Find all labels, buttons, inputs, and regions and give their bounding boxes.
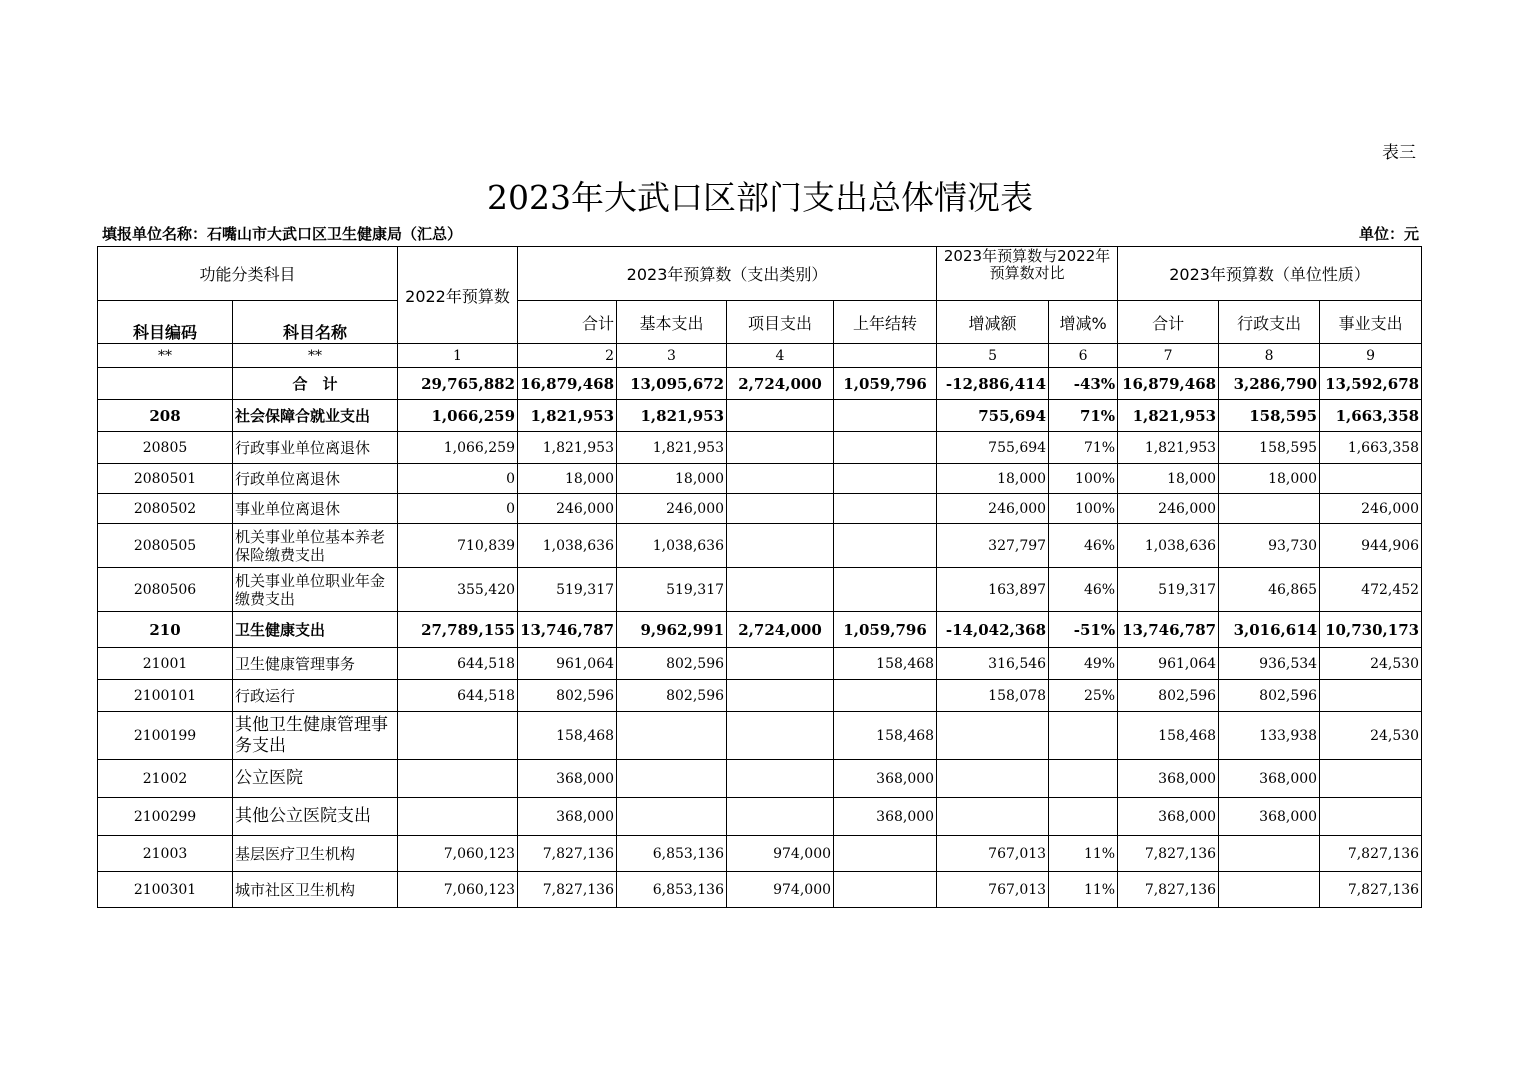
header-basic: 基本支出	[617, 301, 727, 344]
cell-inst: 1,663,358	[1320, 432, 1422, 464]
cell-carry: 368,000	[834, 760, 937, 798]
cell-name: 城市社区卫生机构	[233, 872, 398, 908]
cell-b2022: 29,765,882	[398, 368, 518, 400]
cell-chg: -12,886,414	[937, 368, 1049, 400]
cell-admin: 18,000	[1219, 464, 1320, 494]
cell-project	[727, 568, 834, 612]
index-cell: 8	[1219, 344, 1320, 368]
cell-inst: 944,906	[1320, 524, 1422, 568]
cell-pct: 46%	[1049, 524, 1118, 568]
cell-carry: 1,059,796	[834, 612, 937, 648]
table-row	[98, 712, 1422, 760]
cell-basic: 6,853,136	[617, 836, 727, 872]
cell-b2022: 0	[398, 494, 518, 524]
cell-chg: 158,078	[937, 680, 1049, 712]
cell-name: 机关事业单位基本养老保险缴费支出	[233, 524, 398, 568]
cell-total2: 1,038,636	[1118, 524, 1219, 568]
table-row	[98, 464, 1422, 494]
cell-pct: 100%	[1049, 494, 1118, 524]
cell-admin: 368,000	[1219, 760, 1320, 798]
cell-total: 18,000	[518, 464, 617, 494]
cell-total: 368,000	[518, 798, 617, 836]
index-cell: 2	[518, 344, 617, 368]
table-tag: 表三	[1382, 143, 1416, 163]
table-row	[98, 760, 1422, 798]
cell-project	[727, 798, 834, 836]
table-row	[98, 612, 1422, 648]
cell-carry	[834, 872, 937, 908]
cell-total2: 368,000	[1118, 798, 1219, 836]
total-row	[98, 368, 1422, 400]
cell-total2: 7,827,136	[1118, 836, 1219, 872]
cell-name: 事业单位离退休	[233, 494, 398, 524]
cell-project	[727, 648, 834, 680]
reporting-unit: 填报单位名称：石嘴山市大武口区卫生健康局（汇总）	[102, 225, 463, 243]
cell-total2: 519,317	[1118, 568, 1219, 612]
cell-carry: 158,468	[834, 712, 937, 760]
cell-total: 519,317	[518, 568, 617, 612]
cell-total: 368,000	[518, 760, 617, 798]
header-carryover: 上年结转	[834, 301, 937, 344]
table-row	[98, 836, 1422, 872]
cell-carry: 1,059,796	[834, 368, 937, 400]
cell-chg: 767,013	[937, 836, 1049, 872]
cell-total: 158,468	[518, 712, 617, 760]
index-cell: 7	[1118, 344, 1219, 368]
header-change-pct: 增减%	[1049, 301, 1118, 344]
cell-inst: 10,730,173	[1320, 612, 1422, 648]
cell-name: 行政单位离退休	[233, 464, 398, 494]
cell-project	[727, 400, 834, 432]
cell-admin: 936,534	[1219, 648, 1320, 680]
table-row	[98, 400, 1422, 432]
cell-pct: 46%	[1049, 568, 1118, 612]
cell-admin: 158,595	[1219, 432, 1320, 464]
cell-name: 公立医院	[233, 760, 398, 798]
table-row	[98, 798, 1422, 836]
index-cell: 1	[398, 344, 518, 368]
cell-chg: 316,546	[937, 648, 1049, 680]
cell-carry	[834, 524, 937, 568]
header-change-amount: 增减额	[937, 301, 1049, 344]
cell-total2: 961,064	[1118, 648, 1219, 680]
cell-inst	[1320, 760, 1422, 798]
header-total2: 合计	[1118, 301, 1219, 344]
cell-name: 其他卫生健康管理事务支出	[233, 712, 398, 760]
cell-code: 21001	[98, 648, 233, 680]
table-row	[98, 872, 1422, 908]
cell-name: 卫生健康管理事务	[233, 648, 398, 680]
cell-basic: 246,000	[617, 494, 727, 524]
cell-name: 行政运行	[233, 680, 398, 712]
cell-name: 卫生健康支出	[233, 612, 398, 648]
cell-pct: 11%	[1049, 872, 1118, 908]
cell-inst	[1320, 798, 1422, 836]
cell-total2: 1,821,953	[1118, 432, 1219, 464]
cell-carry	[834, 836, 937, 872]
cell-total2: 1,821,953	[1118, 400, 1219, 432]
cell-chg	[937, 798, 1049, 836]
index-row	[98, 344, 1422, 368]
cell-admin: 3,016,614	[1219, 612, 1320, 648]
header-name: 科目名称	[233, 301, 398, 344]
cell-b2022: 1,066,259	[398, 400, 518, 432]
cell-inst: 7,827,136	[1320, 872, 1422, 908]
cell-chg: 163,897	[937, 568, 1049, 612]
cell-code: 210	[98, 612, 233, 648]
cell-pct: 71%	[1049, 432, 1118, 464]
cell-code: 2100199	[98, 712, 233, 760]
cell-code: 2100301	[98, 872, 233, 908]
cell-chg	[937, 712, 1049, 760]
cell-carry	[834, 680, 937, 712]
cell-pct: 49%	[1049, 648, 1118, 680]
cell-chg: 767,013	[937, 872, 1049, 908]
cell-basic	[617, 798, 727, 836]
cell-b2022	[398, 712, 518, 760]
table-row	[98, 432, 1422, 464]
cell-pct: -51%	[1049, 612, 1118, 648]
cell-code: 2080501	[98, 464, 233, 494]
cell-name: 行政事业单位离退休	[233, 432, 398, 464]
cell-total2: 246,000	[1118, 494, 1219, 524]
cell-total2: 802,596	[1118, 680, 1219, 712]
cell-name: 基层医疗卫生机构	[233, 836, 398, 872]
cell-project: 2,724,000	[727, 368, 834, 400]
cell-name: 社会保障合就业支出	[233, 400, 398, 432]
cell-inst: 472,452	[1320, 568, 1422, 612]
cell-code: 21002	[98, 760, 233, 798]
cell-basic: 6,853,136	[617, 872, 727, 908]
cell-project: 974,000	[727, 872, 834, 908]
cell-b2022: 355,420	[398, 568, 518, 612]
cell-pct: 25%	[1049, 680, 1118, 712]
cell-project	[727, 524, 834, 568]
cell-b2022: 7,060,123	[398, 872, 518, 908]
cell-name: 机关事业单位职业年金缴费支出	[233, 568, 398, 612]
cell-b2022	[398, 760, 518, 798]
cell-b2022: 644,518	[398, 648, 518, 680]
cell-admin: 93,730	[1219, 524, 1320, 568]
cell-b2022: 710,839	[398, 524, 518, 568]
cell-chg: 327,797	[937, 524, 1049, 568]
cell-code	[98, 368, 233, 400]
cell-project	[727, 712, 834, 760]
cell-basic: 519,317	[617, 568, 727, 612]
cell-basic: 1,821,953	[617, 400, 727, 432]
header-budget-2023-nature: 2023年预算数（单位性质）	[1118, 247, 1422, 301]
index-cell: 9	[1320, 344, 1422, 368]
expenditure-table	[97, 246, 1422, 908]
cell-admin	[1219, 836, 1320, 872]
cell-basic: 1,038,636	[617, 524, 727, 568]
cell-carry	[834, 568, 937, 612]
cell-total: 16,879,468	[518, 368, 617, 400]
cell-basic	[617, 760, 727, 798]
cell-total: 1,038,636	[518, 524, 617, 568]
cell-basic: 18,000	[617, 464, 727, 494]
cell-admin: 46,865	[1219, 568, 1320, 612]
cell-b2022: 1,066,259	[398, 432, 518, 464]
cell-admin: 368,000	[1219, 798, 1320, 836]
cell-pct	[1049, 798, 1118, 836]
header-project: 项目支出	[727, 301, 834, 344]
cell-code: 2100299	[98, 798, 233, 836]
cell-chg	[937, 760, 1049, 798]
cell-project	[727, 464, 834, 494]
table-row	[98, 648, 1422, 680]
cell-total: 1,821,953	[518, 400, 617, 432]
cell-project: 974,000	[727, 836, 834, 872]
cell-chg: 755,694	[937, 400, 1049, 432]
cell-admin: 3,286,790	[1219, 368, 1320, 400]
header-compare	[937, 247, 1118, 301]
cell-carry	[834, 432, 937, 464]
cell-carry: 368,000	[834, 798, 937, 836]
cell-total: 13,746,787	[518, 612, 617, 648]
cell-inst	[1320, 464, 1422, 494]
cell-basic: 1,821,953	[617, 432, 727, 464]
cell-total2: 13,746,787	[1118, 612, 1219, 648]
index-cell: **	[233, 344, 398, 368]
cell-code: 2080505	[98, 524, 233, 568]
currency-unit: 单位：元	[1358, 225, 1419, 243]
header-institution: 事业支出	[1320, 301, 1422, 344]
cell-pct	[1049, 712, 1118, 760]
header-total: 合计	[518, 301, 617, 344]
cell-total2: 7,827,136	[1118, 872, 1219, 908]
cell-project	[727, 432, 834, 464]
index-cell: 5	[937, 344, 1049, 368]
table-row	[98, 524, 1422, 568]
cell-total2: 16,879,468	[1118, 368, 1219, 400]
cell-code: 20805	[98, 432, 233, 464]
header-code: 科目编码	[98, 301, 233, 344]
cell-project	[727, 680, 834, 712]
cell-pct: 11%	[1049, 836, 1118, 872]
cell-admin: 802,596	[1219, 680, 1320, 712]
cell-pct	[1049, 760, 1118, 798]
cell-admin: 158,595	[1219, 400, 1320, 432]
cell-basic: 13,095,672	[617, 368, 727, 400]
cell-code: 208	[98, 400, 233, 432]
cell-total2: 158,468	[1118, 712, 1219, 760]
page-title: 2023年大武口区部门支出总体情况表	[487, 178, 1033, 217]
cell-total: 802,596	[518, 680, 617, 712]
index-cell: **	[98, 344, 233, 368]
cell-basic	[617, 712, 727, 760]
cell-project	[727, 760, 834, 798]
cell-code: 2080502	[98, 494, 233, 524]
cell-inst: 24,530	[1320, 712, 1422, 760]
cell-chg: 246,000	[937, 494, 1049, 524]
header-func-class: 功能分类科目	[98, 247, 398, 301]
cell-inst: 1,663,358	[1320, 400, 1422, 432]
cell-total: 246,000	[518, 494, 617, 524]
cell-carry	[834, 464, 937, 494]
cell-carry: 158,468	[834, 648, 937, 680]
cell-b2022: 0	[398, 464, 518, 494]
header-budget-2023-category: 2023年预算数（支出类别）	[518, 247, 937, 301]
cell-basic: 802,596	[617, 648, 727, 680]
index-cell: 6	[1049, 344, 1118, 368]
cell-b2022: 7,060,123	[398, 836, 518, 872]
header-compare-text: 2023年预算数与2022年预算数对比	[943, 247, 1111, 282]
index-cell: 4	[727, 344, 834, 368]
cell-total: 7,827,136	[518, 836, 617, 872]
cell-code: 2100101	[98, 680, 233, 712]
cell-admin	[1219, 872, 1320, 908]
cell-project: 2,724,000	[727, 612, 834, 648]
cell-inst: 13,592,678	[1320, 368, 1422, 400]
cell-basic: 9,962,991	[617, 612, 727, 648]
header-admin: 行政支出	[1219, 301, 1320, 344]
cell-total: 1,821,953	[518, 432, 617, 464]
cell-code: 2080506	[98, 568, 233, 612]
cell-carry	[834, 494, 937, 524]
table-row	[98, 568, 1422, 612]
cell-total2: 18,000	[1118, 464, 1219, 494]
cell-b2022: 27,789,155	[398, 612, 518, 648]
cell-total: 7,827,136	[518, 872, 617, 908]
index-cell: 3	[617, 344, 727, 368]
cell-chg: 18,000	[937, 464, 1049, 494]
cell-b2022	[398, 798, 518, 836]
cell-chg: -14,042,368	[937, 612, 1049, 648]
cell-inst: 24,530	[1320, 648, 1422, 680]
cell-inst: 246,000	[1320, 494, 1422, 524]
cell-pct: 71%	[1049, 400, 1118, 432]
cell-name: 其他公立医院支出	[233, 798, 398, 836]
header-budget-2022: 2022年预算数	[398, 247, 518, 344]
table-row	[98, 680, 1422, 712]
cell-admin	[1219, 494, 1320, 524]
cell-admin: 133,938	[1219, 712, 1320, 760]
cell-code: 21003	[98, 836, 233, 872]
cell-total2: 368,000	[1118, 760, 1219, 798]
cell-total: 961,064	[518, 648, 617, 680]
cell-pct: -43%	[1049, 368, 1118, 400]
cell-project	[727, 494, 834, 524]
index-cell	[834, 344, 937, 368]
cell-inst	[1320, 680, 1422, 712]
cell-inst: 7,827,136	[1320, 836, 1422, 872]
cell-carry	[834, 400, 937, 432]
cell-chg: 755,694	[937, 432, 1049, 464]
cell-pct: 100%	[1049, 464, 1118, 494]
cell-name: 合 计	[233, 368, 398, 400]
cell-b2022: 644,518	[398, 680, 518, 712]
cell-basic: 802,596	[617, 680, 727, 712]
table-row	[98, 494, 1422, 524]
